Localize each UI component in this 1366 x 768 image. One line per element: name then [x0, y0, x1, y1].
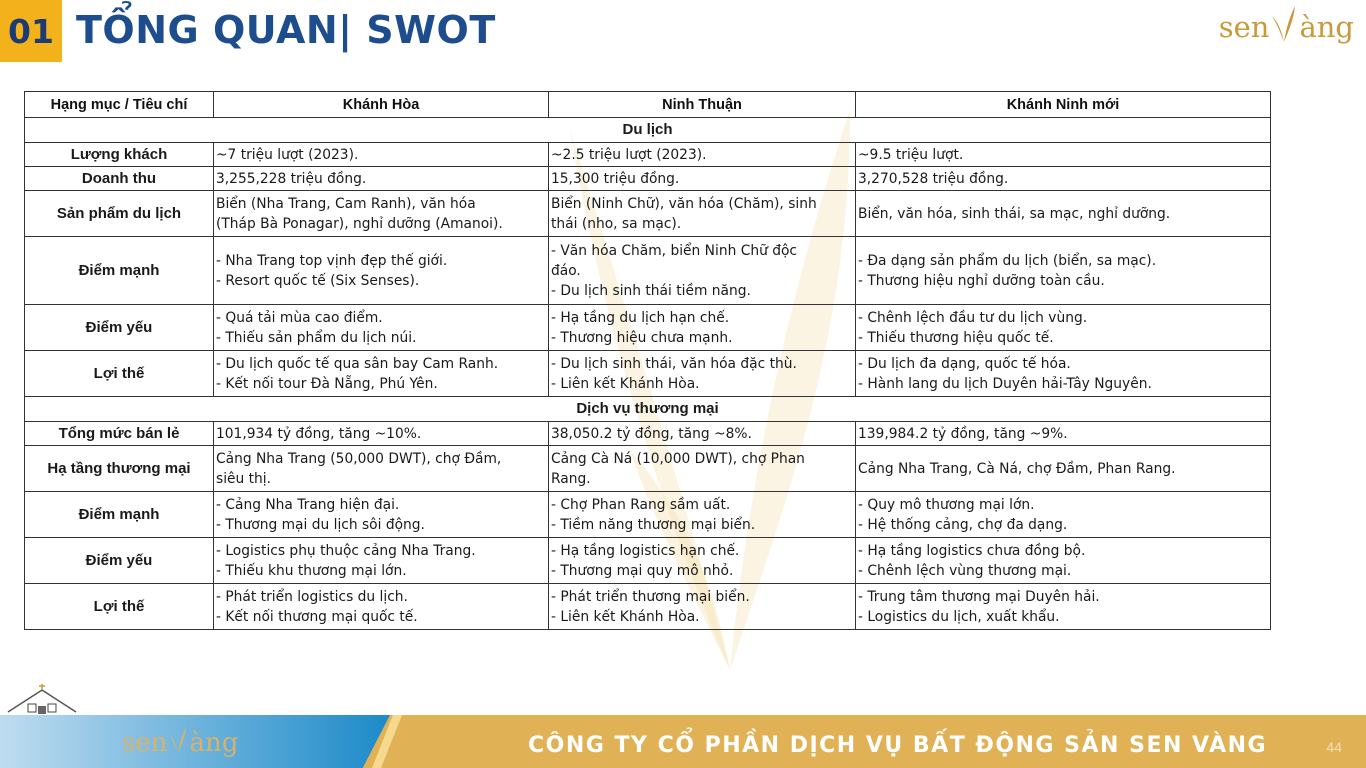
section-row: [25, 118, 1271, 143]
section-title: Du lịch: [25, 118, 1271, 143]
table-row: [25, 237, 1271, 305]
section-number-badge: 01: [0, 0, 62, 62]
cell-line: - Hạ tầng logistics hạn chế.: [551, 542, 740, 559]
cell-line: - Du lịch sinh thái tiềm năng.: [551, 282, 751, 299]
row-criteria-label: Điểm mạnh: [25, 237, 214, 305]
row-criteria-label: Lợi thế: [25, 584, 214, 630]
table-cell: [856, 237, 1271, 305]
cell-line: ~2.5 triệu lượt (2023).: [551, 146, 707, 163]
cell-line: 3,255,228 triệu đồng.: [216, 170, 367, 187]
cell-line: - Chợ Phan Rang sầm uất.: [551, 496, 731, 513]
cell-line: Rang.: [551, 470, 591, 487]
table-cell: [549, 422, 856, 446]
footer-company-name: CÔNG TY CỔ PHẦN DỊCH VỤ BẤT ĐỘNG SẢN SEN VÀNG: [528, 733, 1268, 758]
table-cell: [549, 305, 856, 351]
table-cell: [549, 584, 856, 630]
cell-line: - Chênh lệch đầu tư du lịch vùng.: [858, 309, 1088, 326]
row-criteria-label: Doanh thu: [25, 167, 214, 191]
cell-line: 15,300 triệu đồng.: [551, 170, 680, 187]
table-cell: [214, 584, 549, 630]
table-cell: [549, 446, 856, 492]
table-cell: [549, 237, 856, 305]
table-row: [25, 351, 1271, 397]
table-row: [25, 191, 1271, 237]
row-criteria-label: Điểm mạnh: [25, 492, 214, 538]
cell-line: - Logistics du lịch, xuất khẩu.: [858, 608, 1060, 625]
cell-line: - Hạ tầng logistics chưa đồng bộ.: [858, 542, 1086, 559]
cell-line: - Thương hiệu nghỉ dưỡng toàn cầu.: [858, 272, 1105, 289]
table-row: [25, 538, 1271, 584]
table-cell: [549, 191, 856, 237]
cell-line: 38,050.2 tỷ đồng, tăng ~8%.: [551, 425, 752, 442]
cell-line: 101,934 tỷ đồng, tăng ~10%.: [216, 425, 422, 442]
table-row: [25, 143, 1271, 167]
cell-line: - Nha Trang top vịnh đẹp thế giới.: [216, 252, 448, 269]
row-criteria-label: Hạ tầng thương mại: [25, 446, 214, 492]
brand-logo: [1219, 4, 1354, 44]
table-row: [25, 167, 1271, 191]
row-criteria-label: Lợi thế: [25, 351, 214, 397]
table-cell: [214, 143, 549, 167]
house-qr-icon: [6, 682, 78, 718]
table-cell: [856, 143, 1271, 167]
cell-line: - Logistics phụ thuộc cảng Nha Trang.: [216, 542, 476, 559]
cell-line: - Hạ tầng du lịch hạn chế.: [551, 309, 730, 326]
table-cell: [214, 351, 549, 397]
cell-line: - Du lịch quốc tế qua sân bay Cam Ranh.: [216, 355, 499, 372]
cell-line: - Phát triển logistics du lịch.: [216, 588, 408, 605]
cell-line: - Thiếu sản phẩm du lịch núi.: [216, 329, 417, 346]
table-row: [25, 446, 1271, 492]
cell-line: - Quá tải mùa cao điểm.: [216, 309, 383, 326]
footer-logo-text-right: àng: [189, 728, 239, 758]
table-row: [25, 492, 1271, 538]
cell-line: thái (nho, sa mạc).: [551, 215, 682, 232]
cell-line: - Chênh lệch vùng thương mại.: [858, 562, 1072, 579]
swot-table: [24, 91, 1271, 630]
section-row: [25, 397, 1271, 422]
cell-line: - Du lịch đa dạng, quốc tế hóa.: [858, 355, 1071, 372]
table-row: [25, 422, 1271, 446]
table-cell: [549, 351, 856, 397]
cell-line: - Quy mô thương mại lớn.: [858, 496, 1035, 513]
cell-line: 139,984.2 tỷ đồng, tăng ~9%.: [858, 425, 1068, 442]
table-cell: [856, 167, 1271, 191]
row-criteria-label: Tổng mức bán lẻ: [25, 422, 214, 446]
table-cell: [549, 167, 856, 191]
cell-line: - Thương mại quy mô nhỏ.: [551, 562, 734, 579]
cell-line: đáo.: [551, 262, 581, 279]
cell-line: - Hành lang du lịch Duyên hải-Tây Nguyên.: [858, 375, 1152, 392]
table-row: [25, 584, 1271, 630]
table-cell: [856, 584, 1271, 630]
cell-line: - Liên kết Khánh Hòa.: [551, 608, 700, 625]
cell-line: Cảng Nha Trang (50,000 DWT), chợ Đầm,: [216, 450, 502, 467]
row-criteria-label: Lượng khách: [25, 143, 214, 167]
cell-line: 3,270,528 triệu đồng.: [858, 170, 1009, 187]
cell-line: - Văn hóa Chăm, biển Ninh Chữ độc: [551, 242, 797, 259]
header-khanh-ninh-moi: Khánh Ninh mới: [856, 92, 1271, 118]
table-cell: [856, 191, 1271, 237]
cell-line: - Tiềm năng thương mại biển.: [551, 516, 756, 533]
table-cell: [549, 143, 856, 167]
cell-line: siêu thị.: [216, 470, 272, 487]
cell-line: Cảng Nha Trang, Cà Ná, chợ Đầm, Phan Rang.: [858, 460, 1176, 477]
brand-logo-text-left: sen: [1218, 10, 1270, 44]
cell-line: - Thương mại du lịch sôi động.: [216, 516, 425, 533]
cell-line: Biển, văn hóa, sinh thái, sa mạc, nghỉ dưỡng.: [858, 205, 1171, 222]
table-header-row: [25, 92, 1271, 118]
lotus-v-icon: [167, 725, 189, 755]
cell-line: - Đa dạng sản phẩm du lịch (biển, sa mạc).: [858, 252, 1157, 269]
cell-line: - Thiếu khu thương mại lớn.: [216, 562, 407, 579]
cell-line: ~7 triệu lượt (2023).: [216, 146, 359, 163]
cell-line: ~9.5 triệu lượt.: [858, 146, 964, 163]
cell-line: - Trung tâm thương mại Duyên hải.: [858, 588, 1100, 605]
table-cell: [856, 351, 1271, 397]
row-criteria-label: Điểm yếu: [25, 538, 214, 584]
section-title: Dịch vụ thương mại: [25, 397, 1271, 422]
table-cell: [214, 237, 549, 305]
cell-line: - Thương hiệu chưa mạnh.: [551, 329, 733, 346]
table-cell: [549, 538, 856, 584]
cell-line: - Kết nối tour Đà Nẵng, Phú Yên.: [216, 375, 438, 392]
cell-line: - Cảng Nha Trang hiện đại.: [216, 496, 400, 513]
cell-line: (Tháp Bà Ponagar), nghỉ dưỡng (Amanoi).: [216, 215, 503, 232]
row-criteria-label: Sản phẩm du lịch: [25, 191, 214, 237]
table-row: [25, 305, 1271, 351]
table-cell: [214, 422, 549, 446]
cell-line: - Liên kết Khánh Hòa.: [551, 375, 700, 392]
cell-line: Cảng Cà Ná (10,000 DWT), chợ Phan: [551, 450, 805, 467]
table-cell: [214, 492, 549, 538]
footer-logo-text-left: sen: [122, 728, 168, 758]
table-cell: [214, 446, 549, 492]
row-criteria-label: Điểm yếu: [25, 305, 214, 351]
footer-bar: [0, 715, 1366, 768]
page-number: 44: [1326, 739, 1342, 755]
table-cell: [856, 538, 1271, 584]
table-cell: [549, 492, 856, 538]
cell-line: - Thiếu thương hiệu quốc tế.: [858, 329, 1054, 346]
cell-line: Biển (Ninh Chữ), văn hóa (Chăm), sinh: [551, 195, 817, 212]
page-title: TỔNG QUAN| SWOT: [76, 8, 496, 52]
table-cell: [856, 446, 1271, 492]
table-cell: [214, 191, 549, 237]
cell-line: Biển (Nha Trang, Cam Ranh), văn hóa: [216, 195, 476, 212]
table-cell: [214, 538, 549, 584]
cell-line: - Kết nối thương mại quốc tế.: [216, 608, 418, 625]
table-cell: [856, 422, 1271, 446]
table-cell: [214, 305, 549, 351]
header-ninh-thuan: Ninh Thuận: [549, 92, 856, 118]
cell-line: - Resort quốc tế (Six Senses).: [216, 272, 420, 289]
lotus-v-icon: [1269, 4, 1299, 44]
brand-logo-text-right: àng: [1299, 10, 1354, 44]
cell-line: - Du lịch sinh thái, văn hóa đặc thù.: [551, 355, 797, 372]
header-criteria: Hạng mục / Tiêu chí: [25, 92, 214, 118]
table-cell: [856, 305, 1271, 351]
cell-line: - Phát triển thương mại biển.: [551, 588, 750, 605]
table-cell: [214, 167, 549, 191]
header-khanh-hoa: Khánh Hòa: [214, 92, 549, 118]
footer-brand-logo: [122, 725, 238, 758]
table-cell: [856, 492, 1271, 538]
cell-line: - Hệ thống cảng, chợ đa dạng.: [858, 516, 1068, 533]
